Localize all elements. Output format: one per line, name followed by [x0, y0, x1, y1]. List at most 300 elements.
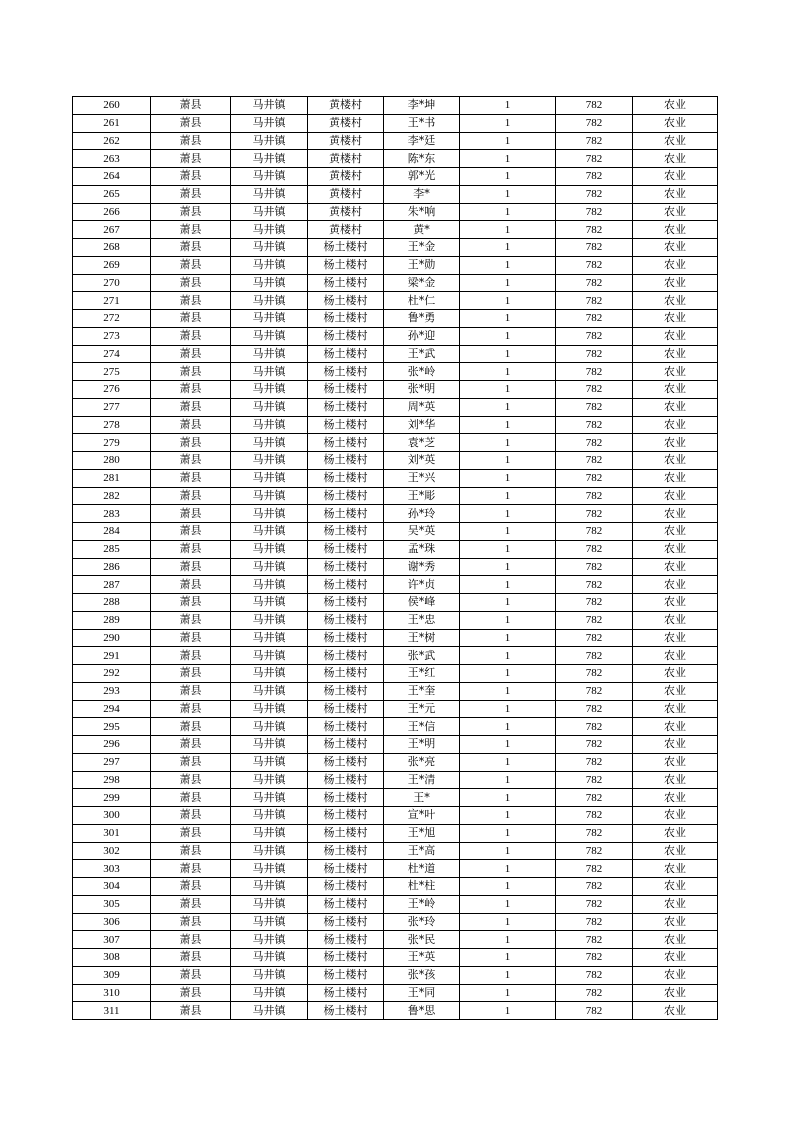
cell-amount: 782	[556, 753, 633, 771]
cell-amount: 782	[556, 469, 633, 487]
cell-count: 1	[460, 576, 556, 594]
cell-county: 萧县	[151, 239, 231, 257]
cell-name: 许*贞	[384, 576, 460, 594]
cell-village: 杨土楼村	[308, 629, 384, 647]
cell-amount: 782	[556, 611, 633, 629]
cell-county: 萧县	[151, 594, 231, 612]
cell-category: 农业	[633, 878, 718, 896]
cell-village: 黄楼村	[308, 114, 384, 132]
cell-count: 1	[460, 239, 556, 257]
cell-town: 马井镇	[231, 718, 308, 736]
cell-county: 萧县	[151, 842, 231, 860]
cell-count: 1	[460, 540, 556, 558]
cell-name: 王*	[384, 789, 460, 807]
table-row	[73, 611, 718, 629]
cell-town: 马井镇	[231, 256, 308, 274]
cell-count: 1	[460, 913, 556, 931]
cell-row-number: 276	[73, 381, 151, 399]
cell-county: 萧县	[151, 345, 231, 363]
cell-village: 杨土楼村	[308, 239, 384, 257]
cell-row-number: 267	[73, 221, 151, 239]
cell-row-number: 287	[73, 576, 151, 594]
cell-town: 马井镇	[231, 505, 308, 523]
cell-category: 农业	[633, 327, 718, 345]
cell-village: 杨土楼村	[308, 292, 384, 310]
cell-amount: 782	[556, 168, 633, 186]
cell-category: 农业	[633, 505, 718, 523]
cell-amount: 782	[556, 931, 633, 949]
cell-town: 马井镇	[231, 789, 308, 807]
cell-count: 1	[460, 523, 556, 541]
table-row	[73, 629, 718, 647]
cell-row-number: 262	[73, 132, 151, 150]
cell-amount: 782	[556, 842, 633, 860]
cell-county: 萧县	[151, 718, 231, 736]
cell-village: 杨土楼村	[308, 913, 384, 931]
cell-town: 马井镇	[231, 168, 308, 186]
cell-town: 马井镇	[231, 185, 308, 203]
cell-row-number: 273	[73, 327, 151, 345]
cell-county: 萧县	[151, 310, 231, 328]
cell-name: 王*同	[384, 984, 460, 1002]
cell-count: 1	[460, 398, 556, 416]
table-row	[73, 185, 718, 203]
cell-county: 萧县	[151, 292, 231, 310]
cell-county: 萧县	[151, 221, 231, 239]
cell-village: 杨土楼村	[308, 398, 384, 416]
cell-town: 马井镇	[231, 416, 308, 434]
cell-name: 杜*仁	[384, 292, 460, 310]
table-row	[73, 807, 718, 825]
cell-count: 1	[460, 256, 556, 274]
cell-count: 1	[460, 345, 556, 363]
cell-count: 1	[460, 966, 556, 984]
cell-county: 萧县	[151, 895, 231, 913]
cell-name: 张*孩	[384, 966, 460, 984]
cell-county: 萧县	[151, 966, 231, 984]
cell-row-number: 263	[73, 150, 151, 168]
cell-town: 马井镇	[231, 398, 308, 416]
cell-category: 农业	[633, 132, 718, 150]
cell-village: 杨土楼村	[308, 594, 384, 612]
table-row	[73, 221, 718, 239]
cell-county: 萧县	[151, 1002, 231, 1020]
cell-town: 马井镇	[231, 452, 308, 470]
cell-name: 吴*英	[384, 523, 460, 541]
cell-county: 萧县	[151, 931, 231, 949]
cell-name: 王*彫	[384, 487, 460, 505]
cell-town: 马井镇	[231, 1002, 308, 1020]
roster-table	[72, 96, 718, 1020]
cell-county: 萧县	[151, 611, 231, 629]
cell-category: 农业	[633, 168, 718, 186]
cell-category: 农业	[633, 203, 718, 221]
cell-category: 农业	[633, 647, 718, 665]
cell-category: 农业	[633, 540, 718, 558]
cell-row-number: 303	[73, 860, 151, 878]
cell-village: 杨土楼村	[308, 611, 384, 629]
table-row	[73, 434, 718, 452]
cell-county: 萧县	[151, 381, 231, 399]
cell-category: 农业	[633, 576, 718, 594]
cell-village: 杨土楼村	[308, 984, 384, 1002]
cell-row-number: 281	[73, 469, 151, 487]
cell-name: 张*玲	[384, 913, 460, 931]
cell-amount: 782	[556, 824, 633, 842]
cell-name: 袁*芝	[384, 434, 460, 452]
table-row	[73, 132, 718, 150]
cell-village: 黄楼村	[308, 132, 384, 150]
cell-row-number: 277	[73, 398, 151, 416]
cell-category: 农业	[633, 1002, 718, 1020]
cell-count: 1	[460, 363, 556, 381]
cell-name: 孙*玲	[384, 505, 460, 523]
cell-county: 萧县	[151, 452, 231, 470]
cell-village: 杨土楼村	[308, 842, 384, 860]
cell-category: 农业	[633, 718, 718, 736]
table-row	[73, 540, 718, 558]
cell-amount: 782	[556, 540, 633, 558]
cell-name: 王*忠	[384, 611, 460, 629]
table-row	[73, 523, 718, 541]
cell-category: 农业	[633, 949, 718, 967]
cell-town: 马井镇	[231, 824, 308, 842]
table-row	[73, 594, 718, 612]
cell-town: 马井镇	[231, 381, 308, 399]
cell-county: 萧县	[151, 434, 231, 452]
cell-village: 杨土楼村	[308, 505, 384, 523]
cell-count: 1	[460, 505, 556, 523]
cell-row-number: 270	[73, 274, 151, 292]
cell-row-number: 279	[73, 434, 151, 452]
cell-town: 马井镇	[231, 753, 308, 771]
cell-row-number: 264	[73, 168, 151, 186]
cell-county: 萧县	[151, 114, 231, 132]
cell-village: 杨土楼村	[308, 523, 384, 541]
cell-amount: 782	[556, 895, 633, 913]
cell-town: 马井镇	[231, 682, 308, 700]
cell-row-number: 278	[73, 416, 151, 434]
cell-name: 张*岭	[384, 363, 460, 381]
cell-count: 1	[460, 114, 556, 132]
cell-amount: 782	[556, 310, 633, 328]
table-row	[73, 292, 718, 310]
cell-row-number: 311	[73, 1002, 151, 1020]
cell-village: 杨土楼村	[308, 966, 384, 984]
cell-category: 农业	[633, 895, 718, 913]
cell-name: 王*信	[384, 718, 460, 736]
cell-row-number: 266	[73, 203, 151, 221]
cell-name: 刘*华	[384, 416, 460, 434]
cell-village: 杨土楼村	[308, 647, 384, 665]
cell-count: 1	[460, 469, 556, 487]
cell-county: 萧县	[151, 256, 231, 274]
table-row	[73, 966, 718, 984]
cell-county: 萧县	[151, 949, 231, 967]
cell-village: 杨土楼村	[308, 949, 384, 967]
table-row	[73, 949, 718, 967]
cell-category: 农业	[633, 558, 718, 576]
cell-count: 1	[460, 221, 556, 239]
cell-category: 农业	[633, 274, 718, 292]
cell-row-number: 296	[73, 736, 151, 754]
table-row	[73, 824, 718, 842]
cell-row-number: 295	[73, 718, 151, 736]
cell-row-number: 275	[73, 363, 151, 381]
cell-category: 农业	[633, 398, 718, 416]
cell-amount: 782	[556, 185, 633, 203]
cell-row-number: 286	[73, 558, 151, 576]
cell-row-number: 306	[73, 913, 151, 931]
cell-village: 杨土楼村	[308, 807, 384, 825]
cell-name: 王*红	[384, 665, 460, 683]
cell-category: 农业	[633, 381, 718, 399]
cell-category: 农业	[633, 221, 718, 239]
cell-town: 马井镇	[231, 274, 308, 292]
cell-count: 1	[460, 718, 556, 736]
cell-amount: 782	[556, 718, 633, 736]
cell-count: 1	[460, 949, 556, 967]
cell-row-number: 261	[73, 114, 151, 132]
cell-count: 1	[460, 611, 556, 629]
cell-village: 黄楼村	[308, 203, 384, 221]
cell-town: 马井镇	[231, 363, 308, 381]
cell-village: 杨土楼村	[308, 452, 384, 470]
cell-category: 农业	[633, 931, 718, 949]
cell-amount: 782	[556, 292, 633, 310]
cell-county: 萧县	[151, 185, 231, 203]
cell-row-number: 293	[73, 682, 151, 700]
cell-row-number: 308	[73, 949, 151, 967]
cell-count: 1	[460, 647, 556, 665]
cell-count: 1	[460, 1002, 556, 1020]
cell-category: 农业	[633, 345, 718, 363]
cell-category: 农业	[633, 682, 718, 700]
cell-name: 王*兴	[384, 469, 460, 487]
cell-count: 1	[460, 682, 556, 700]
cell-name: 王*奎	[384, 682, 460, 700]
cell-category: 农业	[633, 860, 718, 878]
table-row	[73, 398, 718, 416]
cell-amount: 782	[556, 665, 633, 683]
table-row	[73, 913, 718, 931]
cell-name: 鲁*勇	[384, 310, 460, 328]
cell-row-number: 289	[73, 611, 151, 629]
cell-row-number: 291	[73, 647, 151, 665]
cell-category: 农业	[633, 824, 718, 842]
cell-county: 萧县	[151, 629, 231, 647]
cell-amount: 782	[556, 132, 633, 150]
cell-amount: 782	[556, 523, 633, 541]
cell-name: 谢*秀	[384, 558, 460, 576]
cell-count: 1	[460, 327, 556, 345]
cell-county: 萧县	[151, 913, 231, 931]
cell-town: 马井镇	[231, 647, 308, 665]
cell-category: 农业	[633, 185, 718, 203]
table-row	[73, 700, 718, 718]
cell-town: 马井镇	[231, 221, 308, 239]
cell-count: 1	[460, 824, 556, 842]
cell-amount: 782	[556, 789, 633, 807]
table-row	[73, 381, 718, 399]
cell-row-number: 304	[73, 878, 151, 896]
cell-town: 马井镇	[231, 540, 308, 558]
cell-count: 1	[460, 736, 556, 754]
cell-count: 1	[460, 185, 556, 203]
cell-town: 马井镇	[231, 292, 308, 310]
cell-row-number: 288	[73, 594, 151, 612]
cell-county: 萧县	[151, 523, 231, 541]
table-row	[73, 789, 718, 807]
cell-count: 1	[460, 292, 556, 310]
cell-row-number: 297	[73, 753, 151, 771]
cell-row-number: 268	[73, 239, 151, 257]
table-body	[73, 97, 718, 1020]
cell-county: 萧县	[151, 398, 231, 416]
cell-row-number: 282	[73, 487, 151, 505]
cell-name: 王*清	[384, 771, 460, 789]
cell-town: 马井镇	[231, 310, 308, 328]
cell-village: 杨土楼村	[308, 487, 384, 505]
table-row	[73, 718, 718, 736]
cell-amount: 782	[556, 452, 633, 470]
cell-village: 杨土楼村	[308, 327, 384, 345]
cell-town: 马井镇	[231, 327, 308, 345]
cell-row-number: 292	[73, 665, 151, 683]
cell-category: 农业	[633, 256, 718, 274]
cell-town: 马井镇	[231, 345, 308, 363]
cell-amount: 782	[556, 274, 633, 292]
cell-category: 农业	[633, 736, 718, 754]
cell-name: 杜*柱	[384, 878, 460, 896]
cell-row-number: 309	[73, 966, 151, 984]
cell-category: 农业	[633, 611, 718, 629]
cell-town: 马井镇	[231, 611, 308, 629]
cell-category: 农业	[633, 966, 718, 984]
cell-amount: 782	[556, 682, 633, 700]
cell-town: 马井镇	[231, 665, 308, 683]
cell-count: 1	[460, 150, 556, 168]
cell-row-number: 271	[73, 292, 151, 310]
cell-county: 萧县	[151, 665, 231, 683]
table-row	[73, 274, 718, 292]
cell-row-number: 265	[73, 185, 151, 203]
cell-village: 杨土楼村	[308, 540, 384, 558]
cell-category: 农业	[633, 842, 718, 860]
cell-town: 马井镇	[231, 949, 308, 967]
table-row	[73, 114, 718, 132]
cell-amount: 782	[556, 860, 633, 878]
cell-name: 王*元	[384, 700, 460, 718]
cell-count: 1	[460, 789, 556, 807]
cell-row-number: 260	[73, 97, 151, 115]
cell-county: 萧县	[151, 327, 231, 345]
cell-row-number: 294	[73, 700, 151, 718]
cell-town: 马井镇	[231, 434, 308, 452]
cell-category: 农业	[633, 789, 718, 807]
cell-town: 马井镇	[231, 469, 308, 487]
cell-town: 马井镇	[231, 878, 308, 896]
cell-village: 杨土楼村	[308, 434, 384, 452]
table-row	[73, 576, 718, 594]
cell-count: 1	[460, 842, 556, 860]
cell-count: 1	[460, 132, 556, 150]
cell-county: 萧县	[151, 576, 231, 594]
cell-count: 1	[460, 168, 556, 186]
cell-row-number: 283	[73, 505, 151, 523]
cell-name: 鲁*思	[384, 1002, 460, 1020]
cell-county: 萧县	[151, 789, 231, 807]
cell-amount: 782	[556, 381, 633, 399]
cell-row-number: 280	[73, 452, 151, 470]
cell-county: 萧县	[151, 682, 231, 700]
cell-village: 杨土楼村	[308, 824, 384, 842]
cell-name: 侯*峰	[384, 594, 460, 612]
cell-count: 1	[460, 629, 556, 647]
cell-amount: 782	[556, 487, 633, 505]
table-row	[73, 878, 718, 896]
cell-count: 1	[460, 700, 556, 718]
cell-name: 王*英	[384, 949, 460, 967]
cell-town: 马井镇	[231, 984, 308, 1002]
cell-village: 杨土楼村	[308, 753, 384, 771]
cell-category: 农业	[633, 807, 718, 825]
cell-count: 1	[460, 771, 556, 789]
cell-amount: 782	[556, 398, 633, 416]
cell-amount: 782	[556, 647, 633, 665]
cell-row-number: 310	[73, 984, 151, 1002]
cell-row-number: 301	[73, 824, 151, 842]
cell-county: 萧县	[151, 363, 231, 381]
table-row	[73, 487, 718, 505]
cell-county: 萧县	[151, 132, 231, 150]
cell-county: 萧县	[151, 878, 231, 896]
cell-name: 黄*	[384, 221, 460, 239]
cell-county: 萧县	[151, 700, 231, 718]
cell-village: 杨土楼村	[308, 860, 384, 878]
table-row	[73, 452, 718, 470]
cell-name: 王*金	[384, 239, 460, 257]
cell-count: 1	[460, 381, 556, 399]
cell-county: 萧县	[151, 540, 231, 558]
cell-village: 杨土楼村	[308, 931, 384, 949]
cell-count: 1	[460, 984, 556, 1002]
cell-county: 萧县	[151, 469, 231, 487]
cell-town: 马井镇	[231, 239, 308, 257]
cell-village: 杨土楼村	[308, 718, 384, 736]
cell-name: 张*明	[384, 381, 460, 399]
cell-county: 萧县	[151, 203, 231, 221]
cell-amount: 782	[556, 363, 633, 381]
cell-village: 杨土楼村	[308, 256, 384, 274]
cell-county: 萧县	[151, 753, 231, 771]
cell-count: 1	[460, 895, 556, 913]
cell-town: 马井镇	[231, 576, 308, 594]
cell-count: 1	[460, 878, 556, 896]
table-row	[73, 558, 718, 576]
cell-category: 农业	[633, 629, 718, 647]
cell-category: 农业	[633, 487, 718, 505]
cell-amount: 782	[556, 736, 633, 754]
cell-town: 马井镇	[231, 807, 308, 825]
cell-amount: 782	[556, 345, 633, 363]
cell-town: 马井镇	[231, 487, 308, 505]
cell-town: 马井镇	[231, 523, 308, 541]
table-row	[73, 363, 718, 381]
cell-town: 马井镇	[231, 771, 308, 789]
table-row	[73, 505, 718, 523]
cell-amount: 782	[556, 221, 633, 239]
